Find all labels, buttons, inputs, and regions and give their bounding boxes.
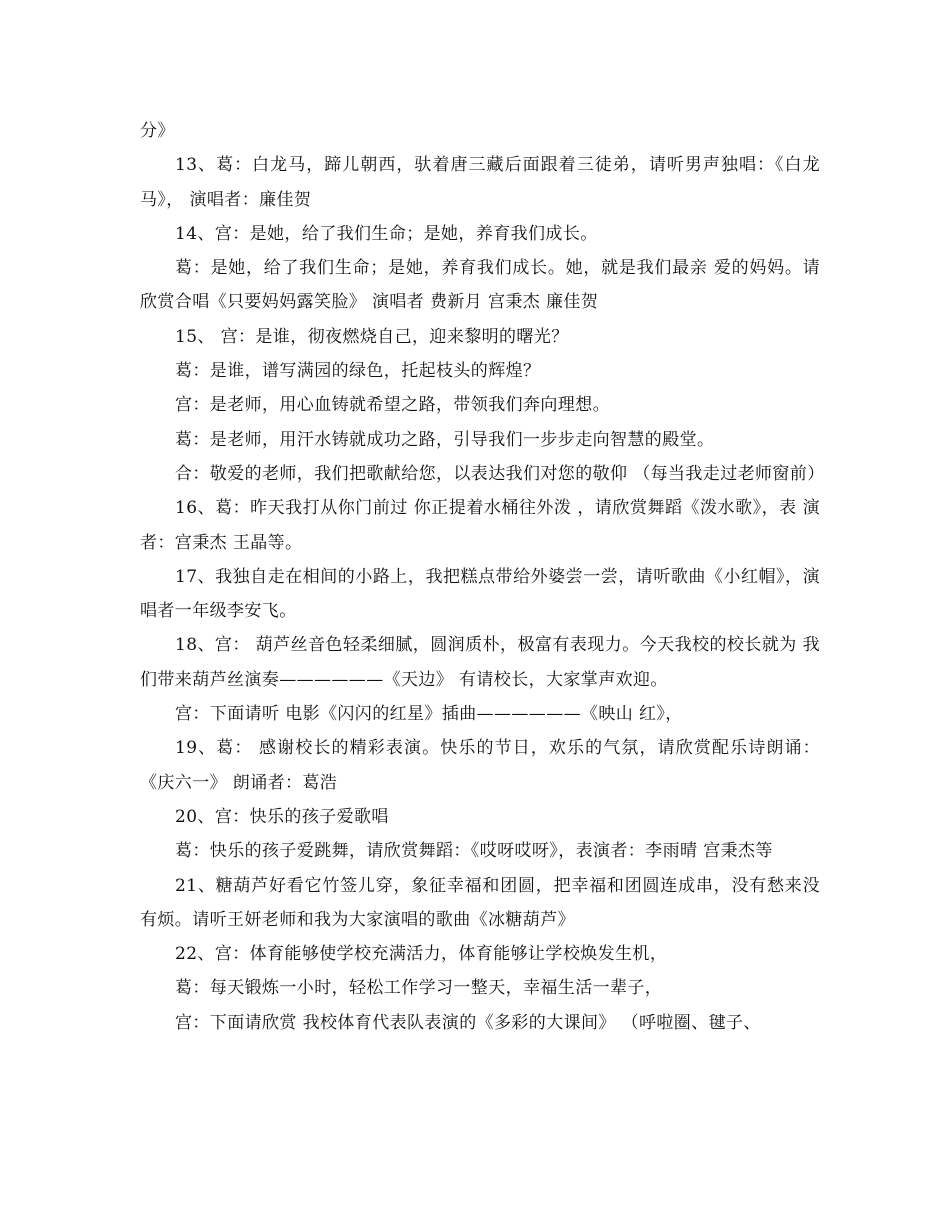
paragraph-item-15-ge: 葛：是谁，谱写满园的绿色，托起枝头的辉煌？ [175,361,541,382]
paragraph-item-18: 18、宫： 葫芦丝音色轻柔细腻，圆润质朴，极富有表现力。今天我校的校长就为 我们带来葫芦丝演奏——————《天边》 有请校长，大家掌声欢迎。 [140,635,820,690]
paragraph-item-16: 16、葛：昨天我打从你门前过 你正提着水桶往外泼 ，请欣赏舞蹈《泼水歌》，表 演者：宫秉杰 王晶等。 [140,498,820,553]
paragraph-item-18-gong: 宫：下面请听 电影《闪闪的红星》插曲——————《映山 红》， [175,704,683,725]
paragraph-item-15-gong: 宫：是老师，用心血铸就希望之路，带领我们奔向理想。 [175,395,610,416]
paragraph-item-13: 13、葛：白龙马，蹄儿朝西，驮着唐三藏后面跟着三徒弟，请听男声独唱：《白龙 马》， 演唱者：廉佳贺 [140,155,820,210]
paragraph-item-22-gong: 宫：下面请欣赏 我校体育代表队表演的《多彩的大课间》 （呼啦圈、毽子、 [175,1012,761,1033]
paragraph-item-15-ge-2: 葛：是老师，用汗水铸就成功之路，引导我们一步步走向智慧的殿堂。 [175,429,715,450]
paragraph-item-15-together: 合：敬爱的老师，我们把歌献给您，以表达我们对您的敬仰 （每当我走过老师窗前） [175,463,825,484]
paragraph-item-14: 14、宫：是她，给了我们生命；是她，养育我们成长。 [175,223,598,244]
paragraph-continuation: 分》 [140,121,175,141]
paragraph-item-21: 21、糖葫芦好看它竹签儿穿，象征幸福和团圆，把幸福和团圆连成串，没有愁来没有烦。请听王妍老师和我为大家演唱的歌曲《冰糖葫芦》 [140,875,820,930]
paragraph-item-19: 19、葛： 感谢校长的精彩表演。快乐的节日，欢乐的气氛，请欣赏配乐诗朗诵：《庆六一》 朗诵者：葛浩 [140,738,820,793]
paragraph-item-22-ge: 葛：每天锻炼一小时，轻松工作学习一整天，幸福生活一辈子， [175,978,663,999]
paragraph-item-22: 22、宫：体育能够使学校充满活力，体育能够让学校焕发生机， [175,944,668,965]
paragraph-item-17: 17、我独自走在相间的小路上，我把糕点带给外婆尝一尝，请听歌曲《小红帽》，演唱者一年级李安飞。 [140,566,820,622]
paragraph-item-15: 15、 宫：是谁，彻夜燃烧自己，迎来黎明的曙光？ [175,326,569,347]
paragraph-item-20-ge: 葛：快乐的孩子爱跳舞，请欣赏舞蹈：《哎呀哎呀》，表演者：李雨晴 宫秉杰等 [175,841,773,862]
paragraph-item-14-ge: 葛：是她，给了我们生命；是她，养育我们成长。她，就是我们最亲 爱的妈妈。请欣赏合唱《只要妈妈露笑脸》 演唱者 费新月 宫秉杰 廉佳贺 [140,258,820,313]
paragraph-item-20: 20、宫：快乐的孩子爱歌唱 [175,806,389,827]
document-body [140,114,825,1040]
